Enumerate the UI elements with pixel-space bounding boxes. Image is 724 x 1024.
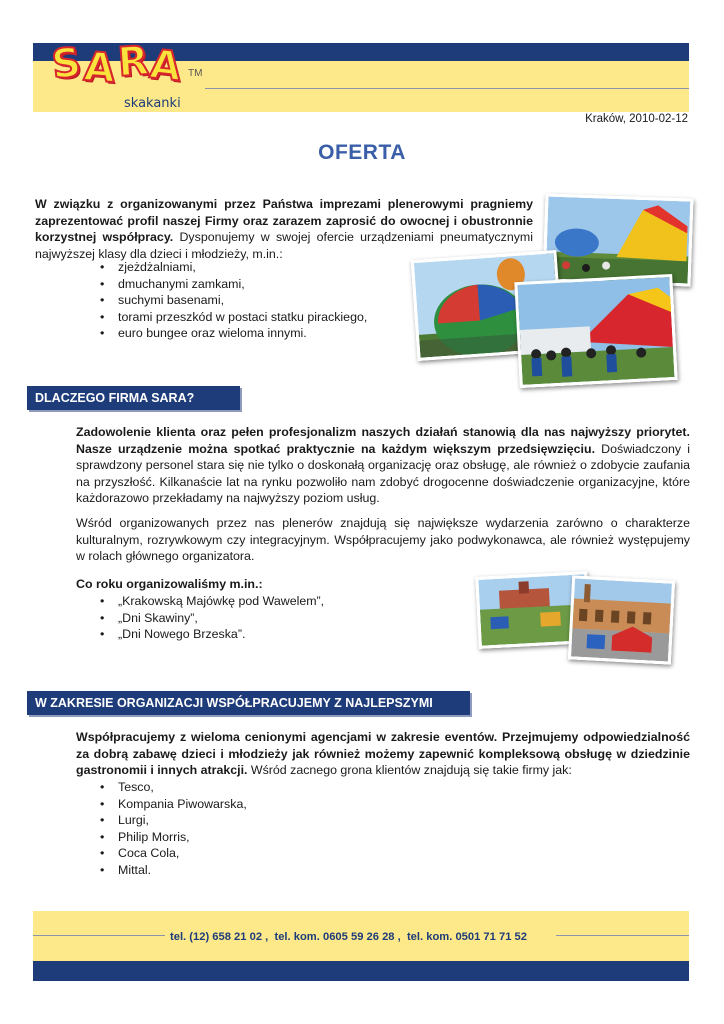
logo-trademark: TM [188, 68, 203, 79]
section1-normal-text: Doświadczony i sprawdzony personel stara się nie tylko o doskonałą organizację oraz obsługę, ale również o zdobycie zaufania na przyszłość. Kilkanaście lat na rynku pozwoliło nam zdobyć drogocenne doświadczenie organizacyjne, które każdorazowo przekładamy na najwyższy poziom usług. [76, 441, 690, 506]
list-item: • Coca Cola, [100, 845, 400, 862]
photo-market-square-event [568, 575, 675, 664]
list-item: • Kompania Piwowarska, [100, 796, 400, 813]
section1-paragraph-2: Wśród organizowanych przez nas plenerów znajdują się największe wydarzenia zarówno o charakterze kulturalnym, rozrywkowym czy integracyjnym. Współpracujemy jako podwykonawca, ale również występujemy w rolach głównego organizatora. [76, 516, 690, 564]
company-logo [44, 37, 214, 120]
list-item: • suchymi basenami, [100, 292, 400, 309]
list-item: • Mittal. [100, 862, 400, 879]
section2-paragraph [76, 729, 690, 779]
section2-bold-text: Współpracujemy z wieloma cenionymi agencjami w zakresie eventów. Przejmujemy odpowiedzialność za dobrą zabawę dzieci i młodzieży jak również możemy zapewnić kompleksową obsługę w dziedzinie gastronomii i innych atrakcji. [76, 730, 690, 778]
list-item: • Lurgi, [100, 812, 400, 829]
list-item: • „Dni Skawiny”, [100, 610, 400, 627]
list-item: • torami przeszkód w postaci statku pirackiego, [100, 309, 400, 326]
section1-bold-text: Zadowolenie klienta oraz pełen profesjonalizm naszych działań stanowią dla nas najwyższy priorytet. Nasze urządzenie można spotkać praktycznie na każdym większym przedsięwzięciu. [76, 425, 690, 456]
logo-subtitle: skakanki [124, 96, 181, 111]
footer-bottom-bar [33, 961, 689, 981]
list-item: • „Krakowską Majówkę pod Wawelem”, [100, 593, 400, 610]
events-list [100, 593, 400, 643]
list-item: • zjeżdżalniami, [100, 259, 400, 276]
section-heading-why-sara: DLACZEGO FIRMA SARA? [27, 386, 240, 410]
events-label: Co roku organizowaliśmy m.in.: [76, 577, 263, 591]
document-date: Kraków, 2010-02-12 [585, 113, 688, 125]
section-heading-partners: W ZAKRESIE ORGANIZACJI WSPÓŁPRACUJEMY Z NAJLEPSZYMI [27, 691, 470, 715]
intro-normal-text: Dysponujemy w swojej ofercie urządzeniami pneumatycznymi najwyższej klasy dla dzieci i młodzieży, m.in.: [35, 230, 533, 261]
list-item: • euro bungee oraz wieloma innymi. [100, 325, 400, 342]
footer-phones: tel. (12) 658 21 02 , tel. kom. 0605 59 26 28 , tel. kom. 0501 71 71 52 [170, 931, 527, 943]
equipment-list [100, 259, 400, 342]
footer-rule [33, 935, 165, 936]
logo-letter-r: R [116, 37, 151, 87]
list-item: • „Dni Nowego Brzeska”. [100, 626, 400, 643]
intro-paragraph [35, 196, 533, 262]
section2-normal-text: Wśród zacnego grona klientów znajdują się takie firmy jak: [247, 763, 572, 778]
logo-letter-a1: A [82, 43, 117, 93]
intro-bold-text: W związku z organizowanymi przez Państwa imprezami plenerowymi pragniemy zaprezentować profil naszej Firmy oraz zarazem zaprosić do owocnej i obustronnie korzystnej współpracy. [35, 197, 533, 245]
photo-crowd-inflatables [514, 274, 677, 388]
logo-letter-s: S [49, 39, 84, 89]
list-item: • Tesco, [100, 779, 400, 796]
page-title: OFERTA [318, 141, 406, 164]
header-rule [205, 88, 689, 89]
list-item: • dmuchanymi zamkami, [100, 276, 400, 293]
photo-inflatable-slide [543, 193, 694, 286]
list-item: • Philip Morris, [100, 829, 400, 846]
footer-rule-right [556, 935, 689, 936]
clients-list [100, 779, 400, 879]
logo-letter-a2: A [147, 41, 184, 91]
section1-paragraph-1 [76, 424, 690, 507]
